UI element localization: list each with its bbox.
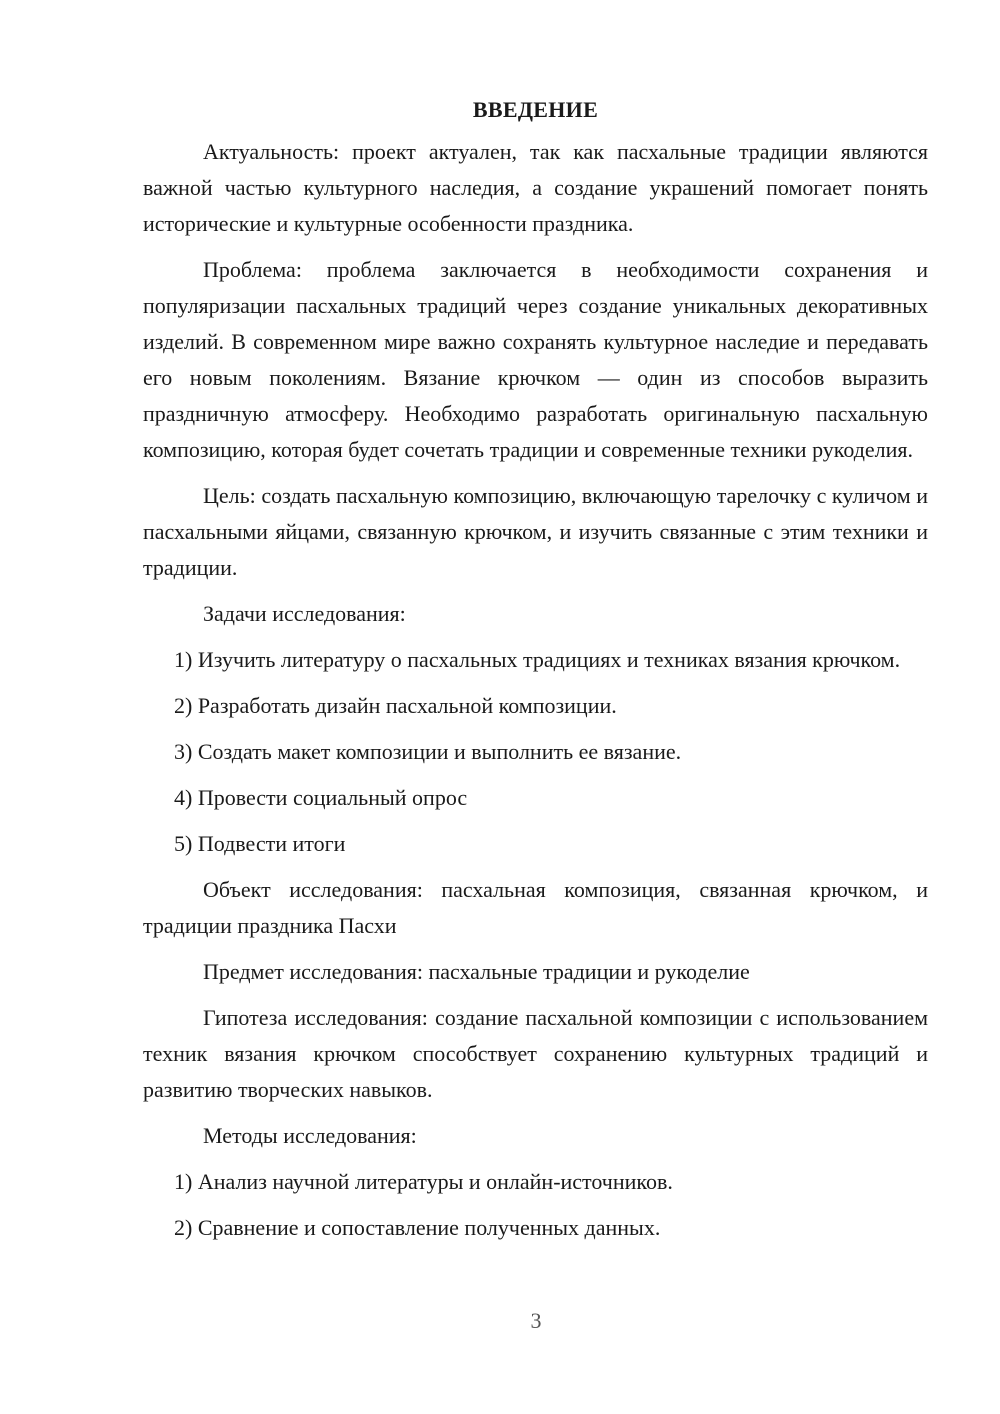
task-item-3: 3) Создать макет композиции и выполнить ее вязание. [174, 739, 682, 764]
task-item-1: 1) Изучить литературу о пасхальных традициях и техниках вязания крючком. [174, 647, 901, 672]
relevance-paragraph: Актуальность: проект актуален, так как пасхальные традиции являются важной частью культурного наследия, а создание украшений помогает понять исторические и культурные особенности праздника. [143, 139, 928, 236]
problem-paragraph: Проблема: проблема заключается в необходимости сохранения и популяризации пасхальных традиций через создание уникальных декоративных изделий. В современном мире важно сохранять культурное наследие и передавать его новым поколениям. Вязание крючком — один из способов выразить праздничную атмосферу. Необходимо разработать оригинальную пасхальную композицию, которая будет сочетать традиции и современные техники рукоделия. [143, 257, 928, 462]
method-item-1: 1) Анализ научной литературы и онлайн-источников. [174, 1169, 673, 1194]
tasks-heading: Задачи исследования: [203, 601, 406, 626]
task-item-2: 2) Разработать дизайн пасхальной композиции. [174, 693, 617, 718]
object-paragraph: Объект исследования: пасхальная композиция, связанная крючком, и традиции праздника Пасхи [143, 877, 928, 938]
page-title: ВВЕДЕНИЕ [472, 97, 599, 122]
method-item-2: 2) Сравнение и сопоставление полученных данных. [174, 1215, 661, 1240]
task-item-5: 5) Подвести итоги [174, 831, 346, 856]
methods-heading: Методы исследования: [203, 1123, 417, 1148]
page-number: 3 [530, 1308, 542, 1333]
subject-paragraph: Предмет исследования: пасхальные традиции и рукоделие [203, 959, 750, 984]
document-page [143, 92, 928, 1256]
goal-paragraph: Цель: создать пасхальную композицию, включающую тарелочку с куличом и пасхальными яйцами, связанную крючком, и изучить связанные с этим техники и традиции. [143, 483, 928, 580]
hypothesis-paragraph: Гипотеза исследования: создание пасхальной композиции с использованием техник вязания крючком способствует сохранению культурных традиций и развитию творческих навыков. [143, 1005, 928, 1102]
task-item-4: 4) Провести социальный опрос [174, 785, 468, 810]
